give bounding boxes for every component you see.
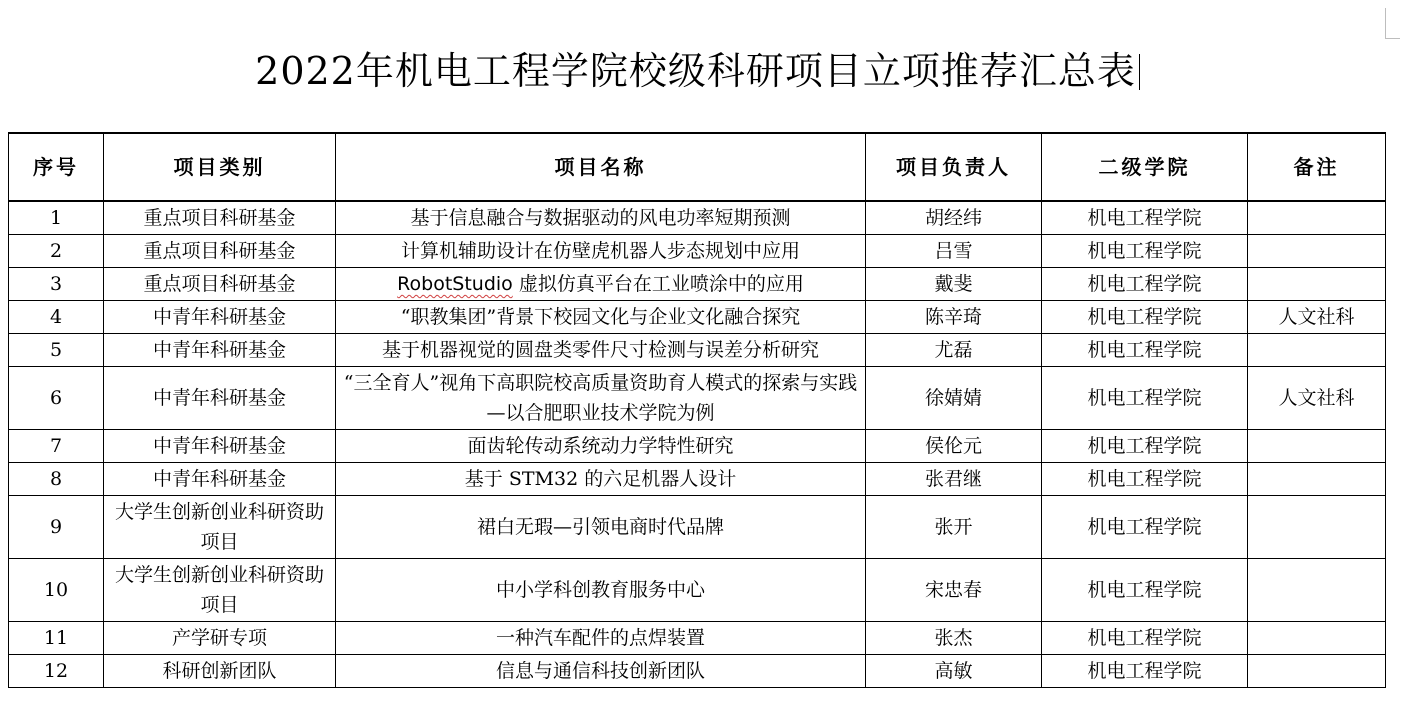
header-category: 项目类别 [104, 133, 336, 201]
header-index: 序号 [9, 133, 104, 201]
cell-school: 机电工程学院 [1042, 463, 1248, 496]
cell-index: 9 [9, 496, 104, 559]
cell-leader: 宋忠春 [866, 559, 1042, 622]
header-row [9, 133, 1386, 201]
cell-index: 6 [9, 367, 104, 430]
cell-name-rest: 虚拟仿真平台在工业喷涂中的应用 [518, 273, 804, 295]
cell-school: 机电工程学院 [1042, 334, 1248, 367]
cell-leader: 徐婧婧 [866, 367, 1042, 430]
cell-name: 一种汽车配件的点焊装置 [336, 622, 866, 655]
page-corner-mark [1385, 8, 1400, 39]
cell-remark [1248, 622, 1386, 655]
cell-remark [1248, 334, 1386, 367]
cell-remark [1248, 268, 1386, 301]
cell-leader: 张杰 [866, 622, 1042, 655]
cell-school: 机电工程学院 [1042, 301, 1248, 334]
cell-remark [1248, 463, 1386, 496]
table-row [9, 622, 1386, 655]
cell-category: 中青年科研基金 [104, 367, 336, 430]
cell-leader: 尤磊 [866, 334, 1042, 367]
cell-name: 中小学科创教育服务中心 [336, 559, 866, 622]
summary-table [8, 132, 1386, 688]
cell-remark [1248, 201, 1386, 235]
cell-index: 3 [9, 268, 104, 301]
cell-school: 机电工程学院 [1042, 559, 1248, 622]
cell-category: 中青年科研基金 [104, 301, 336, 334]
cell-leader: 侯伦元 [866, 430, 1042, 463]
cell-index: 2 [9, 235, 104, 268]
cell-name: 裙白无瑕—引领电商时代品牌 [336, 496, 866, 559]
table-row [9, 334, 1386, 367]
cell-leader: 高敏 [866, 655, 1042, 688]
cell-school: 机电工程学院 [1042, 201, 1248, 235]
table-row [9, 301, 1386, 334]
cell-name: 面齿轮传动系统动力学特性研究 [336, 430, 866, 463]
cell-index: 8 [9, 463, 104, 496]
cell-leader: 吕雪 [866, 235, 1042, 268]
cell-index: 10 [9, 559, 104, 622]
cell-remark [1248, 655, 1386, 688]
cell-index: 1 [9, 201, 104, 235]
cell-name: 信息与通信科技创新团队 [336, 655, 866, 688]
cell-category: 中青年科研基金 [104, 334, 336, 367]
cell-remark [1248, 559, 1386, 622]
cell-category: 重点项目科研基金 [104, 201, 336, 235]
cell-leader: 胡经纬 [866, 201, 1042, 235]
cell-category: 重点项目科研基金 [104, 235, 336, 268]
cell-leader: 戴斐 [866, 268, 1042, 301]
table-row [9, 496, 1386, 559]
cell-school: 机电工程学院 [1042, 268, 1248, 301]
cell-remark [1248, 235, 1386, 268]
cell-category: 科研创新团队 [104, 655, 336, 688]
header-name: 项目名称 [336, 133, 866, 201]
table-header [9, 133, 1386, 201]
cell-category: 重点项目科研基金 [104, 268, 336, 301]
cell-leader: 陈辛琦 [866, 301, 1042, 334]
cell-category: 中青年科研基金 [104, 430, 336, 463]
table-row [9, 463, 1386, 496]
cell-name: 基于 STM32 的六足机器人设计 [336, 463, 866, 496]
cell-category: 大学生创新创业科研资助项目 [104, 496, 336, 559]
cell-category: 中青年科研基金 [104, 463, 336, 496]
document-title-text: 2022年机电工程学院校级科研项目立项推荐汇总表 [255, 49, 1136, 93]
cell-index: 7 [9, 430, 104, 463]
header-leader: 项目负责人 [866, 133, 1042, 201]
cell-school: 机电工程学院 [1042, 235, 1248, 268]
cell-name [336, 268, 866, 301]
document-title [0, 46, 1395, 96]
text-cursor [1139, 54, 1140, 90]
cell-school: 机电工程学院 [1042, 496, 1248, 559]
table-row [9, 655, 1386, 688]
table-row [9, 559, 1386, 622]
cell-name: 基于机器视觉的圆盘类零件尺寸检测与误差分析研究 [336, 334, 866, 367]
cell-index: 11 [9, 622, 104, 655]
table-row [9, 235, 1386, 268]
spellcheck-flagged-word[interactable]: RobotStudio [397, 273, 513, 295]
cell-leader: 张开 [866, 496, 1042, 559]
cell-remark [1248, 430, 1386, 463]
header-remark: 备注 [1248, 133, 1386, 201]
cell-index: 5 [9, 334, 104, 367]
cell-remark: 人文社科 [1248, 367, 1386, 430]
table-body [9, 201, 1386, 688]
cell-remark: 人文社科 [1248, 301, 1386, 334]
cell-index: 4 [9, 301, 104, 334]
cell-school: 机电工程学院 [1042, 430, 1248, 463]
cell-category: 大学生创新创业科研资助项目 [104, 559, 336, 622]
table-row [9, 367, 1386, 430]
cell-name: “三全育人”视角下高职院校高质量资助育人模式的探索与实践—以合肥职业技术学院为例 [336, 367, 866, 430]
cell-school: 机电工程学院 [1042, 655, 1248, 688]
table-row [9, 268, 1386, 301]
cell-school: 机电工程学院 [1042, 367, 1248, 430]
header-school: 二级学院 [1042, 133, 1248, 201]
cell-name: 计算机辅助设计在仿壁虎机器人步态规划中应用 [336, 235, 866, 268]
cell-name: “职教集团”背景下校园文化与企业文化融合探究 [336, 301, 866, 334]
table-row [9, 430, 1386, 463]
cell-remark [1248, 496, 1386, 559]
cell-name: 基于信息融合与数据驱动的风电功率短期预测 [336, 201, 866, 235]
cell-index: 12 [9, 655, 104, 688]
cell-category: 产学研专项 [104, 622, 336, 655]
cell-school: 机电工程学院 [1042, 622, 1248, 655]
table-row [9, 201, 1386, 235]
cell-leader: 张君继 [866, 463, 1042, 496]
